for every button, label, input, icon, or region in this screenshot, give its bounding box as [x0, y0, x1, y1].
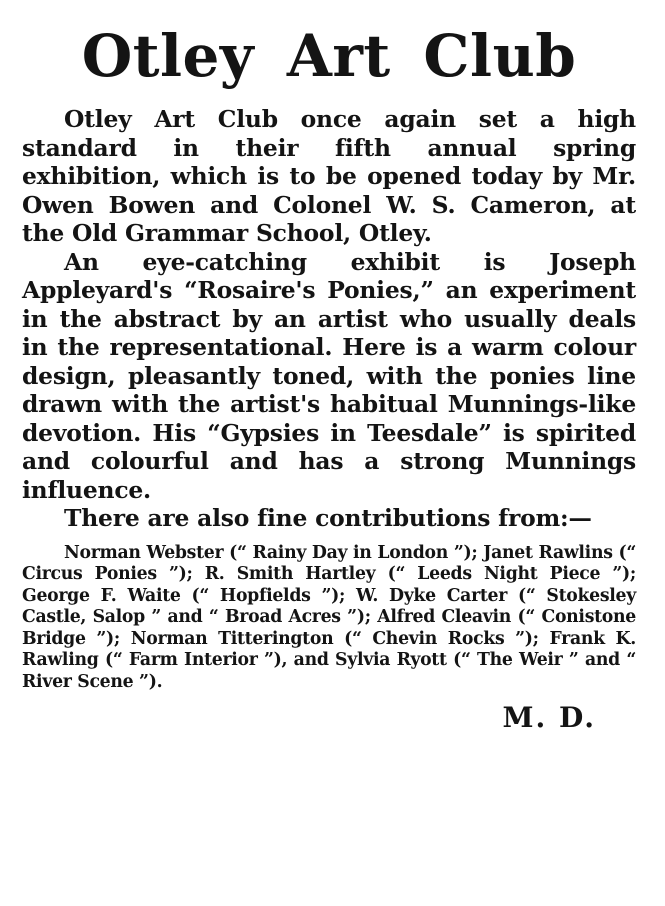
contributors-list: Norman Webster (“ Rainy Day in London ”); Janet Rawlins (“ Circus Ponies ”); R. Smith Hartley (“ Leeds Night Piece ”); George F. Waite (“ Hopfields ”); W. Dyke Carter (“ Stokesley Castle, Salop ” and “ Broad Acres ”); Alfred Cleavin (“ Conistone Bridge ”); Norman Titterington (“ Chevin Rocks ”); Frank K. Rawling (“ Farm Interior ”), and Sylvia Ryott (“ The Weir ” and “ River Scene ”). [22, 542, 636, 693]
paragraph-exhibit: An eye-catching exhibit is Joseph Appleyard's “Rosaire's Ponies,” an experiment in the abstract by an artist who usually deals in the representational. Here is a warm colour design, pleasantly toned, with the ponies line drawn with the artist's habitual Munnings-like devotion. His “Gypsies in Teesdale” is spirited and colourful and has a strong Munnings influence. [22, 247, 636, 504]
headline: Otley Art Club [81, 22, 577, 90]
paragraph-contributions: There are also fine contributions from:— [64, 504, 592, 532]
author-signature: M. D. [502, 700, 596, 734]
paragraph-intro: Otley Art Club once again set a high standard in their fifth annual spring exhibition, which is to be opened today by Mr. Owen Bowen and Colonel W. S. Cameron, at the Old Grammar School, Otley. [22, 105, 636, 247]
newspaper-clipping [22, 14, 636, 894]
